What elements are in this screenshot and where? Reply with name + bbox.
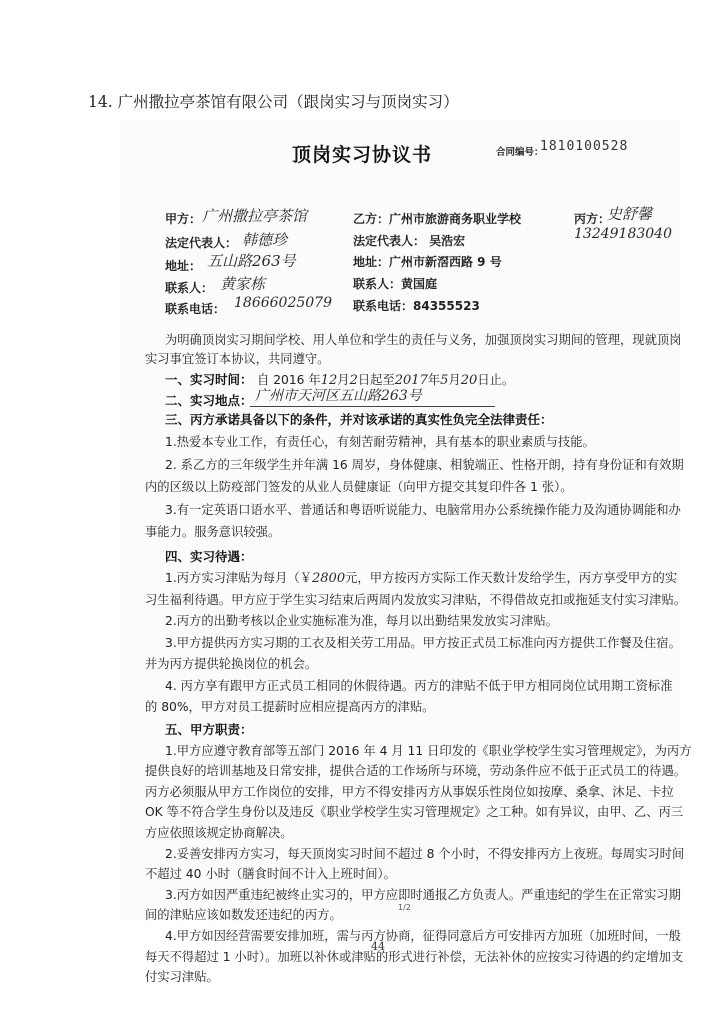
party-a-name: 广州撒拉亭茶馆 — [202, 207, 308, 225]
section-3-line: 事能力。服务意识较强。 — [145, 525, 281, 540]
section-5-line: 2.妥善安排丙方实习，每天顶岗实习时间不超过 8 个小时，不得安排丙方上夜班。每周实习时间 — [165, 846, 685, 861]
section-4-line: 习生福利待遇。甲方应于学生实习结束后两周内发放实习津贴，不得借故克扣或拖延支付实习津贴。 — [145, 592, 687, 607]
section-5-line: 3.丙方如因严重违纪被终止实习的，甲方应即时通报乙方负责人。严重违纪的学生在正常实习期 — [165, 887, 681, 902]
party-b-addr: 地址：广州市新滘西路 9 号 — [353, 255, 502, 269]
section-3-line: 3.有一定英语口语水平、普通话和粤语听说能力、电脑常用办公系统操作能力及沟通协调能和办 — [165, 502, 681, 517]
section-5-line: 1.甲方应遵守教育部等五部门 2016 年 4 月 11 日印发的《职业学校学生实习管理规定》，为丙方 — [165, 743, 692, 758]
intro-line: 实习事宜签订本协议，共同遵守。 — [145, 352, 330, 366]
internship-place-label: 二、实习地点： — [165, 393, 253, 408]
party-a-contact: 黄家栋 — [220, 275, 266, 293]
section-5-line: OK 等不符合学生身份以及违反《职业学校学生实习管理规定》之工种。如有异议，由甲、乙、丙三 — [145, 805, 684, 820]
section-4-line: 4. 丙方享有跟甲方正式员工相同的休假待遇。丙方的津贴不低于甲方相同岗位试用期工资标准 — [165, 678, 673, 693]
contract-number: 1810100528 — [540, 139, 629, 154]
section-4-line: 2.丙方的出勤考核以企业实施标准为准，每月以出勤结果发放实习津贴。 — [165, 614, 558, 628]
party-a-rep: 韩德珍 — [242, 231, 288, 249]
party-c-phone: 13249183040 — [574, 226, 672, 242]
section-4-line: 3.甲方提供丙方实习期的工衣及相关劳工用品。甲方按正式员工标准向丙方提供工作餐及住宿。 — [165, 635, 681, 650]
internship-time-text: 自 2016 年12月2日起至2017年5月20日止。 — [257, 373, 515, 388]
internship-place: 广州市天河区五山路263号 — [255, 388, 422, 404]
section-3-line: 1.热爱本专业工作，有责任心，有刻苦耐劳精神，具有基本的职业素质与技能。 — [165, 435, 595, 449]
section-5-line: 丙方必须服从甲方工作岗位的安排，甲方不得安排丙方从事娱乐性岗位如按摩、桑拿、沐足、卡拉 — [145, 784, 674, 799]
section-5-line: 方应依照该规定协商解决。 — [145, 825, 293, 840]
party-c-label: 丙方： — [574, 212, 611, 226]
party-b-rep: 法定代表人： 吴浩宏 — [353, 234, 466, 248]
internship-time-label: 一、实习时间： — [165, 372, 253, 387]
section-4-heading: 四、实习待遇： — [165, 549, 253, 564]
section-3-line: 2. 系乙方的三年级学生并年满 16 周岁，身体健康、相貌端正、性格开朗，持有身份证和有效期 — [165, 457, 684, 472]
party-a-phone: 18666025079 — [234, 295, 332, 311]
section-4-line: 1.丙方实习津贴为每月（￥2800元，甲方按丙方实际工作天数计发给学生，丙方享受甲方的实 — [165, 571, 678, 586]
party-a-contact-label: 联系人： — [165, 281, 214, 295]
party-c-name: 史舒馨 — [607, 205, 653, 223]
page-number: 44 — [371, 940, 385, 953]
intro-line: 为明确顶岗实习期间学校、用人单位和学生的责任与义务，加强顶岗实习期间的管理，现就顶岗 — [165, 333, 682, 347]
section-5-line: 4.甲方如因经营需要安排加班，需与丙方协商，征得同意后方可安排丙方加班（加班时间，一般 — [165, 928, 681, 943]
party-b-phone: 联系电话：84355523 — [353, 299, 480, 313]
section-3-heading: 三、丙方承诺具备以下的条件，并对该承诺的真实性负完全法律责任： — [165, 412, 553, 427]
section-4-line: 的 80%，甲方对员工提薪时应相应提高丙方的津贴。 — [145, 700, 435, 714]
agreement-title: 顶岗实习协议书 — [292, 144, 433, 166]
contract-number-label: 合同编号： — [496, 147, 544, 158]
section-3-line: 内的区级以上防疫部门签发的从业人员健康证（向甲方提交其复印件各 1 张）。 — [145, 480, 573, 495]
section-5-line: 提供良好的培训基地及日常安排，提供合适的工作场所与环境，劳动条件应不低于正式员工的待遇。 — [145, 764, 687, 779]
place-underline — [250, 406, 495, 407]
section-4-line: 并为丙方提供轮换岗位的机会。 — [145, 657, 318, 671]
party-b-name: 乙方：广州市旅游商务职业学校 — [353, 212, 522, 226]
party-a-addr: 五山路263号 — [207, 252, 296, 270]
section-header: 14. 广州撒拉亭茶馆有限公司（跟岗实习与顶岗实习） — [88, 93, 459, 111]
section-5-line: 间的津贴应该如数发还违纪的丙方。 — [145, 908, 342, 923]
party-a-addr-label: 地址： — [165, 259, 202, 273]
party-b-contact: 联系人：黄国庭 — [353, 277, 438, 291]
section-5-line: 不超过 40 小时（膳食时间不计入上班时间）。 — [145, 867, 396, 882]
scan-page-indicator: 1/2 — [398, 903, 411, 912]
section-5-heading: 五、甲方职责： — [165, 721, 253, 737]
party-a-phone-label: 联系电话： — [165, 302, 226, 316]
section-5-line: 付实习津贴。 — [145, 970, 219, 985]
section-5-line: 每天不得超过 1 小时）。加班以补休或津贴的形式进行补偿，无法补休的应按实习待遇的约定增加支 — [145, 949, 684, 964]
party-a-rep-label: 法定代表人： — [165, 236, 238, 250]
party-a-label: 甲方： — [165, 212, 202, 226]
